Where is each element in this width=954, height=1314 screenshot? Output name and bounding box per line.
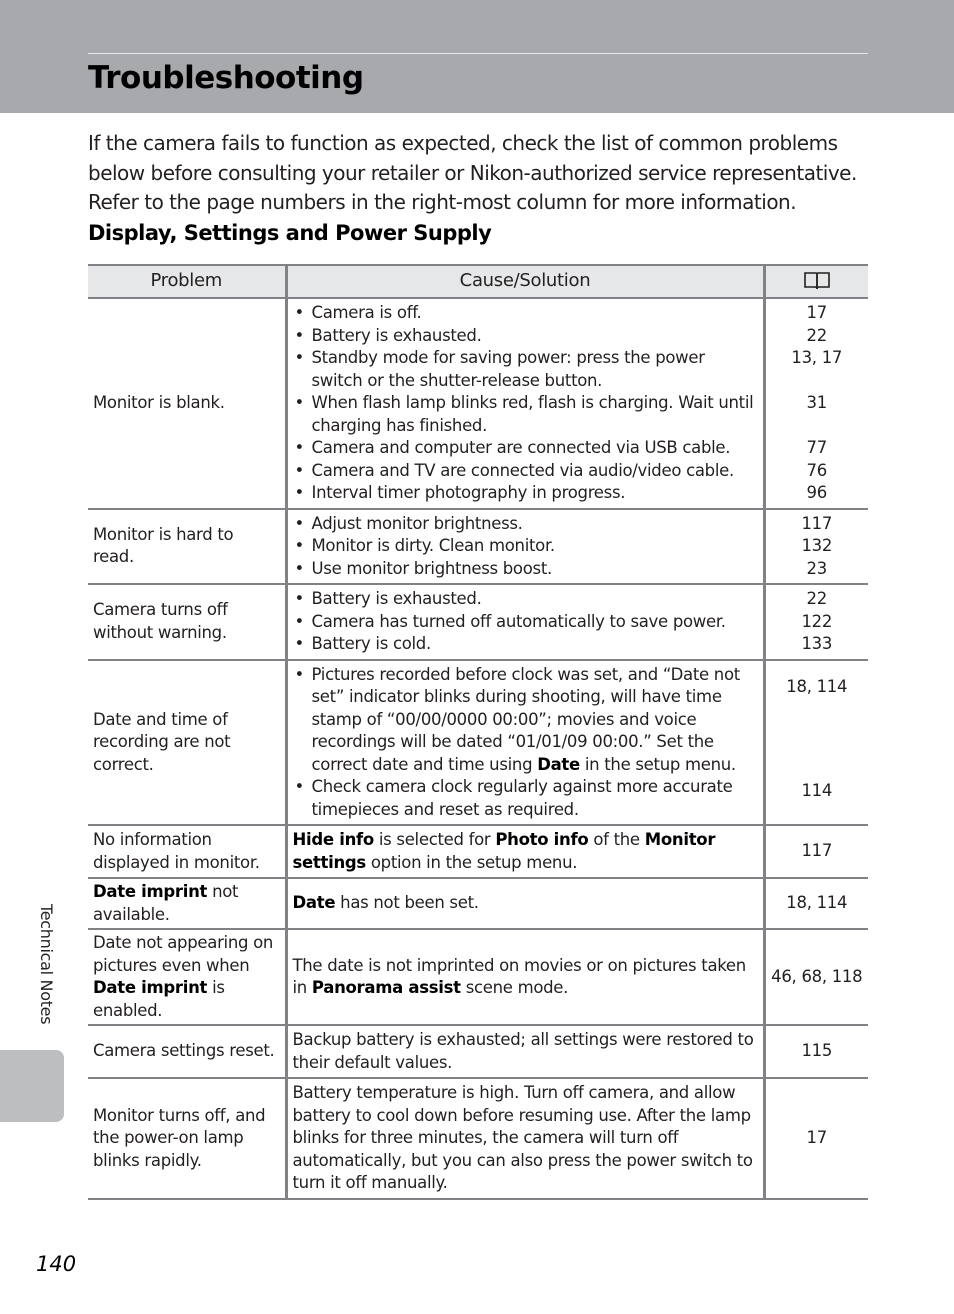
solution-cell <box>286 509 764 585</box>
problem-cell: Date imprint not available. <box>88 878 286 929</box>
solution-item: • Check camera clock regularly against more accurate timepieces and reset as required. <box>293 776 757 821</box>
page-cell: 115 <box>764 1025 868 1078</box>
page-ref: 133 <box>801 634 833 653</box>
problem-cell: Monitor is hard to read. <box>88 509 286 585</box>
solution-item: • Monitor is dirty. Clean monitor. <box>293 535 757 558</box>
problem-cell: Date and time of recording are not correct. <box>88 660 286 826</box>
solution-cell <box>286 660 764 826</box>
section-title: Display, Settings and Power Supply <box>88 221 492 245</box>
problem-cell: Camera settings reset. <box>88 1025 286 1078</box>
solution-item: • Pictures recorded before clock was set, and “Date not set” indicator blinks during shooting, will have time stamp of “00/00/0000 00:00”; movies and voice recordings will be dated “01/01/09 00:00.” Set the correct date and time using Date in the setup menu. <box>293 664 757 777</box>
solution-item: • Camera has turned off automatically to save power. <box>293 611 757 634</box>
header-cause-solution: Cause/Solution <box>286 265 764 298</box>
table-row <box>88 660 868 826</box>
page-ref: 22 <box>806 589 827 608</box>
table-row <box>88 878 868 929</box>
header-page-reference <box>764 265 868 298</box>
solution-item: • Adjust monitor brightness. <box>293 513 757 536</box>
page-cell <box>764 298 868 509</box>
table-row <box>88 298 868 509</box>
header-rule <box>88 53 868 54</box>
intro-paragraph: If the camera fails to function as expected, check the list of common problems below before consulting your retailer or Nikon-authorized service representative. Refer to the page numbers in the right-most column for more information. <box>88 131 857 214</box>
solution-cell: Date has not been set. <box>286 878 764 929</box>
page-cell: 46, 68, 118 <box>764 929 868 1025</box>
solution-cell: Hide info is selected for Photo info of the Monitor settings option in the setup menu. <box>286 825 764 878</box>
solution-cell: The date is not imprinted on movies or on pictures taken in Panorama assist scene mode. <box>286 929 764 1025</box>
solution-cell: Backup battery is exhausted; all settings were restored to their default values. <box>286 1025 764 1078</box>
solution-item: • Use monitor brightness boost. <box>293 558 757 581</box>
page-title: Troubleshooting <box>88 60 364 96</box>
problem-cell: Date not appearing on pictures even when Date imprint is enabled. <box>88 929 286 1025</box>
table-header-row <box>88 265 868 298</box>
page-cell <box>764 584 868 660</box>
page-ref: 117 <box>801 513 833 533</box>
page-cell: 17 <box>764 1078 868 1199</box>
solution-item: • Battery is exhausted. <box>293 588 757 611</box>
solution-item: • Camera and TV are connected via audio/video cable. <box>293 460 757 483</box>
page-ref: 22 <box>806 325 827 345</box>
table-row <box>88 1025 868 1078</box>
table-row <box>88 509 868 585</box>
page-ref: 31 <box>806 393 827 412</box>
solution-item: • When flash lamp blinks red, flash is charging. Wait until charging has finished. <box>293 392 757 437</box>
page-ref: 13, 17 <box>791 348 843 367</box>
side-section-label: Technical Notes <box>37 904 56 1025</box>
header-problem: Problem <box>88 265 286 298</box>
table-row <box>88 825 868 878</box>
solution-item: • Battery is exhausted. <box>293 325 757 348</box>
page-cell <box>764 660 868 826</box>
page-ref: 18, 114 <box>786 676 848 696</box>
page-ref: 96 <box>806 483 827 502</box>
page-ref: 17 <box>806 303 827 322</box>
page-ref: 122 <box>801 611 833 631</box>
page-ref: 114 <box>801 781 833 800</box>
page-cell: 18, 114 <box>764 878 868 929</box>
page-ref: 76 <box>806 460 827 480</box>
problem-cell: Camera turns off without warning. <box>88 584 286 660</box>
problem-cell: Monitor turns off, and the power-on lamp blinks rapidly. <box>88 1078 286 1199</box>
page-ref: 77 <box>806 438 827 457</box>
side-section-tab <box>0 1050 64 1122</box>
solution-cell <box>286 584 764 660</box>
table-row <box>88 1078 868 1199</box>
solution-item: • Camera is off. <box>293 302 757 325</box>
solution-item: • Interval timer photography in progress. <box>293 482 757 505</box>
table-row <box>88 929 868 1025</box>
menu-option-name: Date <box>537 754 580 774</box>
page-cell <box>764 509 868 585</box>
page-ref: 23 <box>806 558 827 578</box>
page-number: 140 <box>36 1252 77 1276</box>
solution-cell <box>286 298 764 509</box>
table-row <box>88 584 868 660</box>
page-ref: 132 <box>801 536 833 555</box>
solution-cell: Battery temperature is high. Turn off camera, and allow battery to cool down before resuming use. After the lamp blinks for three minutes, the camera will turn off automatically, but you can also press the power switch to turn it off manually. <box>286 1078 764 1199</box>
header-band <box>0 0 954 113</box>
solution-item: • Battery is cold. <box>293 633 757 656</box>
troubleshooting-table <box>88 264 868 1200</box>
problem-cell: No information displayed in monitor. <box>88 825 286 878</box>
solution-item: • Standby mode for saving power: press the power switch or the shutter-release button. <box>293 347 757 392</box>
problem-cell: Monitor is blank. <box>88 298 286 509</box>
solution-item: • Camera and computer are connected via USB cable. <box>293 437 757 460</box>
page-cell: 117 <box>764 825 868 878</box>
book-icon <box>803 271 831 291</box>
